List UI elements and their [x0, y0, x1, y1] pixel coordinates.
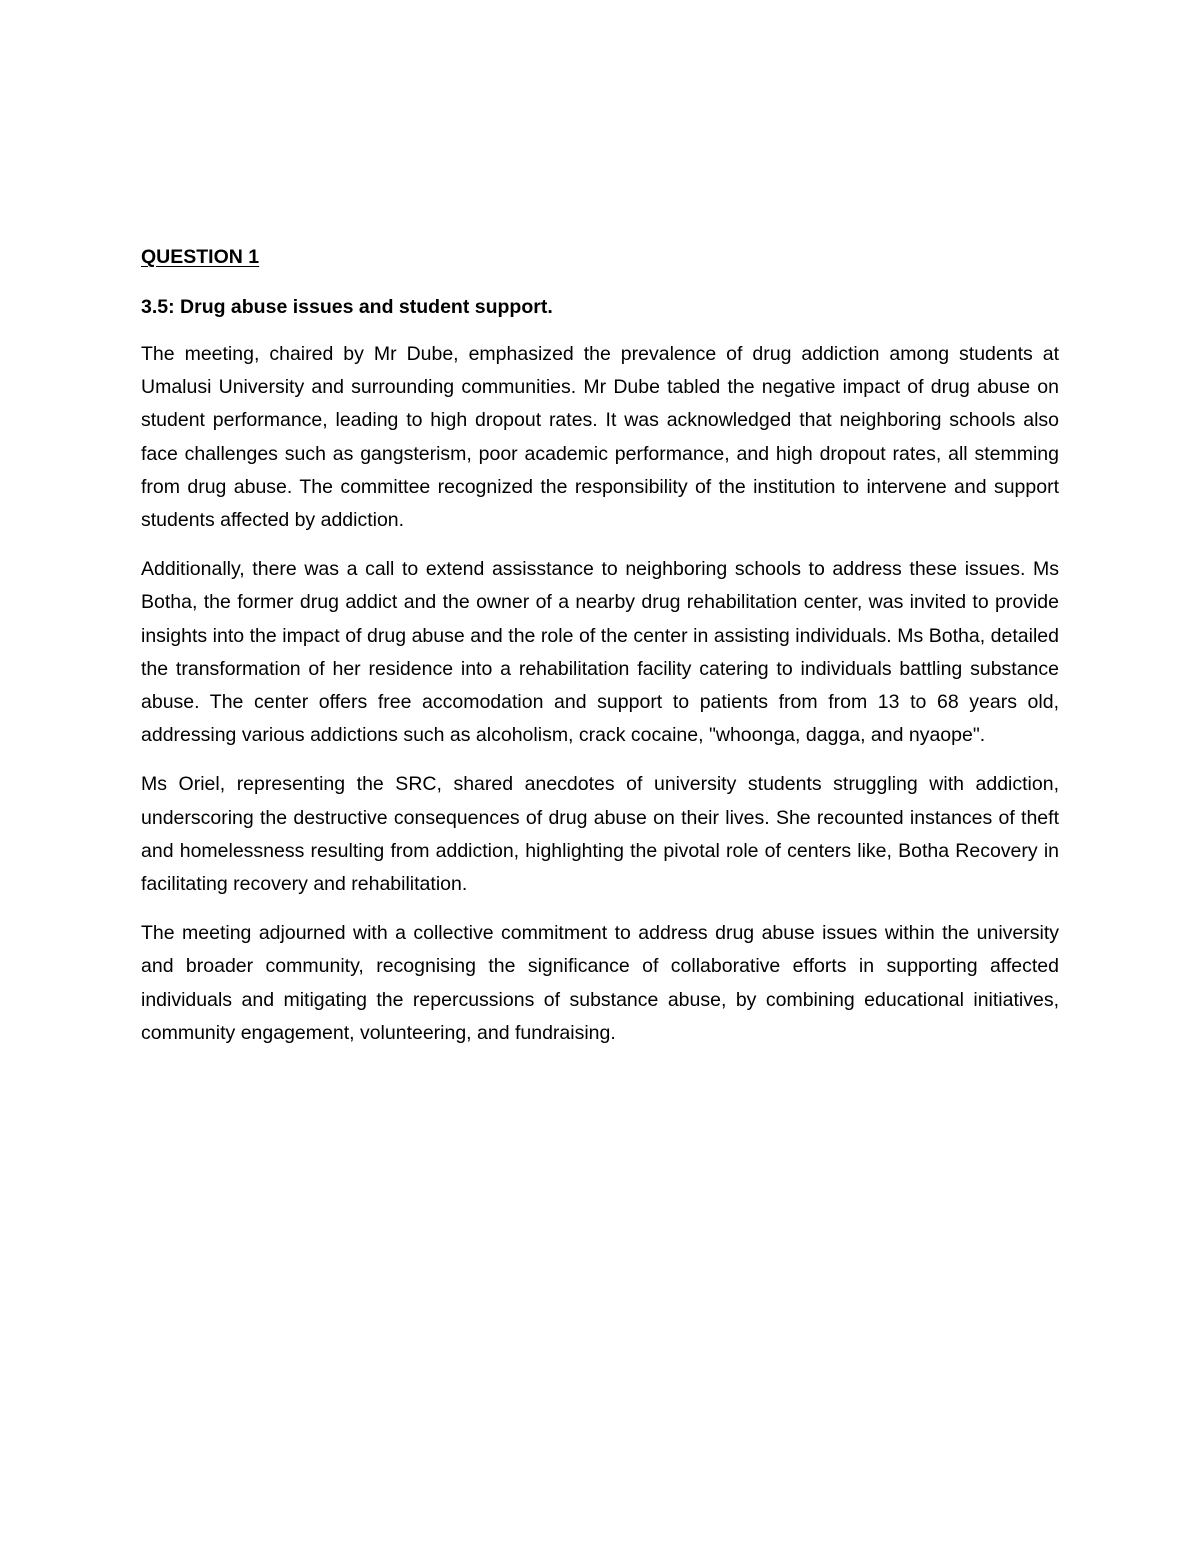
- paragraph-adjournment: The meeting adjourned with a collective commitment to address drug abuse issues within the university and broader community, recognising the significance of collaborative efforts in supporting affected individuals and mitigating the repercussions of substance abuse, by combining educational initiatives, community engagement, volunteering, and fundraising.: [141, 922, 1059, 1044]
- question-heading: QUESTION 1: [141, 246, 260, 268]
- document-body: [141, 242, 1059, 1066]
- paragraph-rehabilitation-center: Additionally, there was a call to extend assisstance to neighboring schools to address these issues. Ms Botha, the former drug addict and the owner of a nearby drug rehabilitation center, was invited to provide insights into the impact of drug abuse and the role of the center in assisting individuals. Ms Botha, detailed the transformation of her residence into a rehabilitation facility catering to individuals battling substance abuse. The center offers free accomodation and support to patients from from 13 to 68 years old, addressing various addictions such as alcoholism, crack cocaine, "whoonga, dagga, and nyaope".: [141, 558, 1059, 747]
- paragraph-meeting-overview: The meeting, chaired by Mr Dube, emphasized the prevalence of drug addiction among students at Umalusi University and surrounding communities. Mr Dube tabled the negative impact of drug abuse on student performance, leading to high dropout rates. It was acknowledged that neighboring schools also face challenges such as gangsterism, poor academic performance, and high dropout rates, all stemming from drug abuse. The committee recognized the responsibility of the institution to intervene and support students affected by addiction.: [141, 343, 1059, 532]
- section-heading: 3.5: Drug abuse issues and student support.: [141, 296, 553, 318]
- paragraph-src-anecdotes: Ms Oriel, representing the SRC, shared anecdotes of university students struggling with addiction, underscoring the destructive consequences of drug abuse on their lives. She recounted instances of theft and homelessness resulting from addiction, highlighting the pivotal role of centers like, Botha Recovery in facilitating recovery and rehabilitation.: [141, 773, 1059, 896]
